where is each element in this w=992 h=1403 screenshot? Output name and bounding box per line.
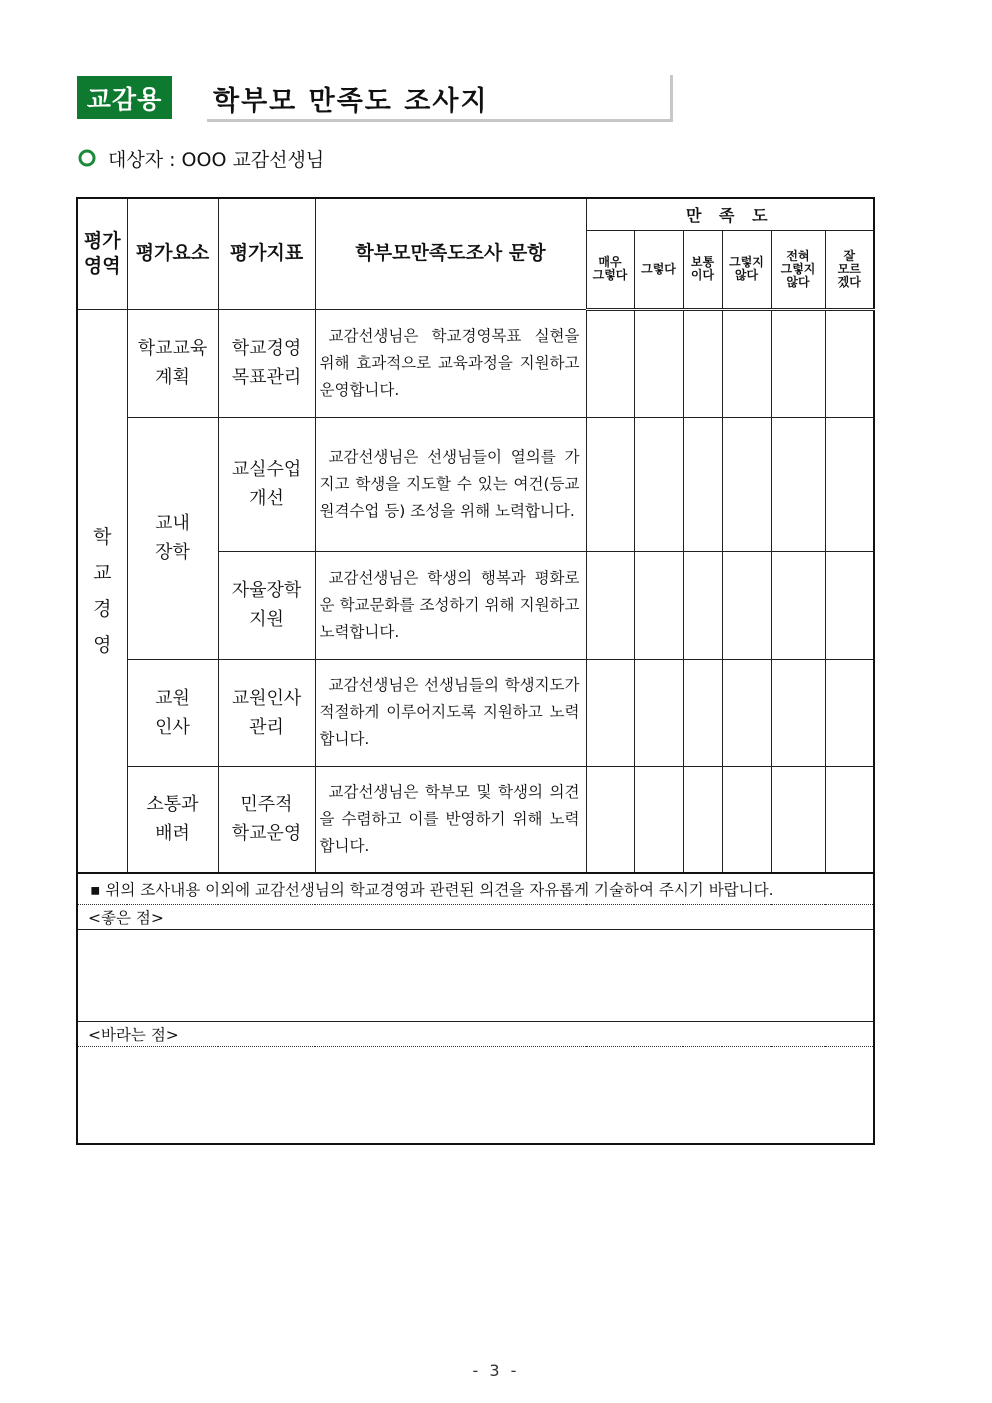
rating-cell[interactable] <box>634 417 683 551</box>
question-3 <box>315 551 586 659</box>
rating-cell[interactable] <box>722 766 771 873</box>
good-points-field[interactable] <box>77 930 874 1022</box>
table-row <box>77 766 874 873</box>
rating-cell[interactable] <box>825 309 874 417</box>
question-5-text: 교감선생님은 학부모 및 학생의 의견을 수렴하고 이를 반영하기 위해 노력합니다. <box>319 782 580 855</box>
rating-cell[interactable] <box>586 551 634 659</box>
table-row <box>77 309 874 417</box>
wish-points-label: <바라는 점> <box>77 1022 874 1047</box>
wish-points-field[interactable] <box>77 1047 874 1144</box>
title-box <box>207 75 673 122</box>
indicator-goal-management: 학교경영 목표관리 <box>218 309 315 417</box>
rating-cell[interactable] <box>683 551 722 659</box>
target-line <box>78 145 324 171</box>
table-row <box>77 659 874 766</box>
rating-cell[interactable] <box>586 309 634 417</box>
element-communication: 소통과 배려 <box>127 766 218 873</box>
rating-cell[interactable] <box>634 309 683 417</box>
rating-cell[interactable] <box>683 309 722 417</box>
header-element: 평가요소 <box>127 198 218 309</box>
scale-disagree: 그렇지 않다 <box>722 230 771 309</box>
rating-cell[interactable] <box>634 766 683 873</box>
page-title: 학부모 만족도 조사지 <box>213 86 489 117</box>
rating-cell[interactable] <box>586 417 634 551</box>
rating-cell[interactable] <box>722 551 771 659</box>
element-curriculum-plan: 학교교육 계획 <box>127 309 218 417</box>
rating-cell[interactable] <box>825 766 874 873</box>
question-2-text: 교감선생님은 선생님들이 열의를 가지고 학생을 지도할 수 있는 여건(등교원격수업 등) 조성을 위해 노력합니다. <box>319 447 580 520</box>
header-area <box>77 198 127 309</box>
scale-very-agree: 매우 그렇다 <box>586 230 634 309</box>
survey-table <box>76 197 875 1145</box>
header-question: 학부모만족도조사 문항 <box>315 198 586 309</box>
question-4-text: 교감선생님은 선생님들의 학생지도가 적절하게 이루어지도록 지원하고 노력합니다. <box>319 676 580 748</box>
rating-cell[interactable] <box>683 659 722 766</box>
good-points-label: <좋은 점> <box>77 905 874 930</box>
rating-cell[interactable] <box>825 417 874 551</box>
rating-cell[interactable] <box>722 417 771 551</box>
rating-cell[interactable] <box>586 659 634 766</box>
element-personnel: 교원 인사 <box>127 659 218 766</box>
page-number: - 3 - <box>472 1361 520 1380</box>
rating-cell[interactable] <box>683 417 722 551</box>
rating-cell[interactable] <box>634 551 683 659</box>
rating-cell[interactable] <box>771 766 825 873</box>
header-indicator: 평가지표 <box>218 198 315 309</box>
area-school-management: 학 교 경 영 <box>77 309 127 873</box>
rating-cell[interactable] <box>586 766 634 873</box>
scale-dont-know: 잘 모르 겠다 <box>825 230 874 309</box>
rating-cell[interactable] <box>771 551 825 659</box>
scale-neutral: 보통 이다 <box>683 230 722 309</box>
rating-cell[interactable] <box>771 309 825 417</box>
element-supervision: 교내 장학 <box>127 417 218 659</box>
scale-agree: 그렇다 <box>634 230 683 309</box>
question-1-text: 교감선생님은 학교경영목표 실현을 위해 효과적으로 교육과정을 지원하고 운영합니다. <box>319 326 580 399</box>
indicator-class-improvement: 교실수업 개선 <box>218 417 315 551</box>
rating-cell[interactable] <box>634 659 683 766</box>
opinion-instruction: ▪ 위의 조사내용 이외에 교감선생님의 학교경영과 관련된 의견을 자유롭게 기술하여 주시기 바랍니다. <box>77 873 874 905</box>
page-header <box>77 75 673 123</box>
question-2 <box>315 417 586 551</box>
rating-cell[interactable] <box>771 659 825 766</box>
rating-cell[interactable] <box>722 659 771 766</box>
indicator-democratic-operation: 민주적 학교운영 <box>218 766 315 873</box>
table-row <box>77 417 874 551</box>
indicator-personnel-management: 교원인사 관리 <box>218 659 315 766</box>
rating-cell[interactable] <box>722 309 771 417</box>
header-satisfaction: 만 족 도 <box>586 198 874 230</box>
rating-cell[interactable] <box>683 766 722 873</box>
question-3-text: 교감선생님은 학생의 행복과 평화로운 학교문화를 조성하기 위해 지원하고 노력합니다. <box>319 568 580 641</box>
question-5 <box>315 766 586 873</box>
rating-cell[interactable] <box>825 551 874 659</box>
circle-bullet-icon <box>78 149 96 167</box>
target-text: 대상자 : OOO 교감선생님 <box>108 148 325 171</box>
question-1 <box>315 309 586 417</box>
rating-cell[interactable] <box>825 659 874 766</box>
question-4 <box>315 659 586 766</box>
indicator-autonomous-supervision: 자율장학 지원 <box>218 551 315 659</box>
scale-strongly-disagree: 전혀 그렇지 않다 <box>771 230 825 309</box>
audience-badge: 교감용 <box>77 76 172 119</box>
rating-cell[interactable] <box>771 417 825 551</box>
header-area-text: 평가 영역 <box>83 229 121 277</box>
